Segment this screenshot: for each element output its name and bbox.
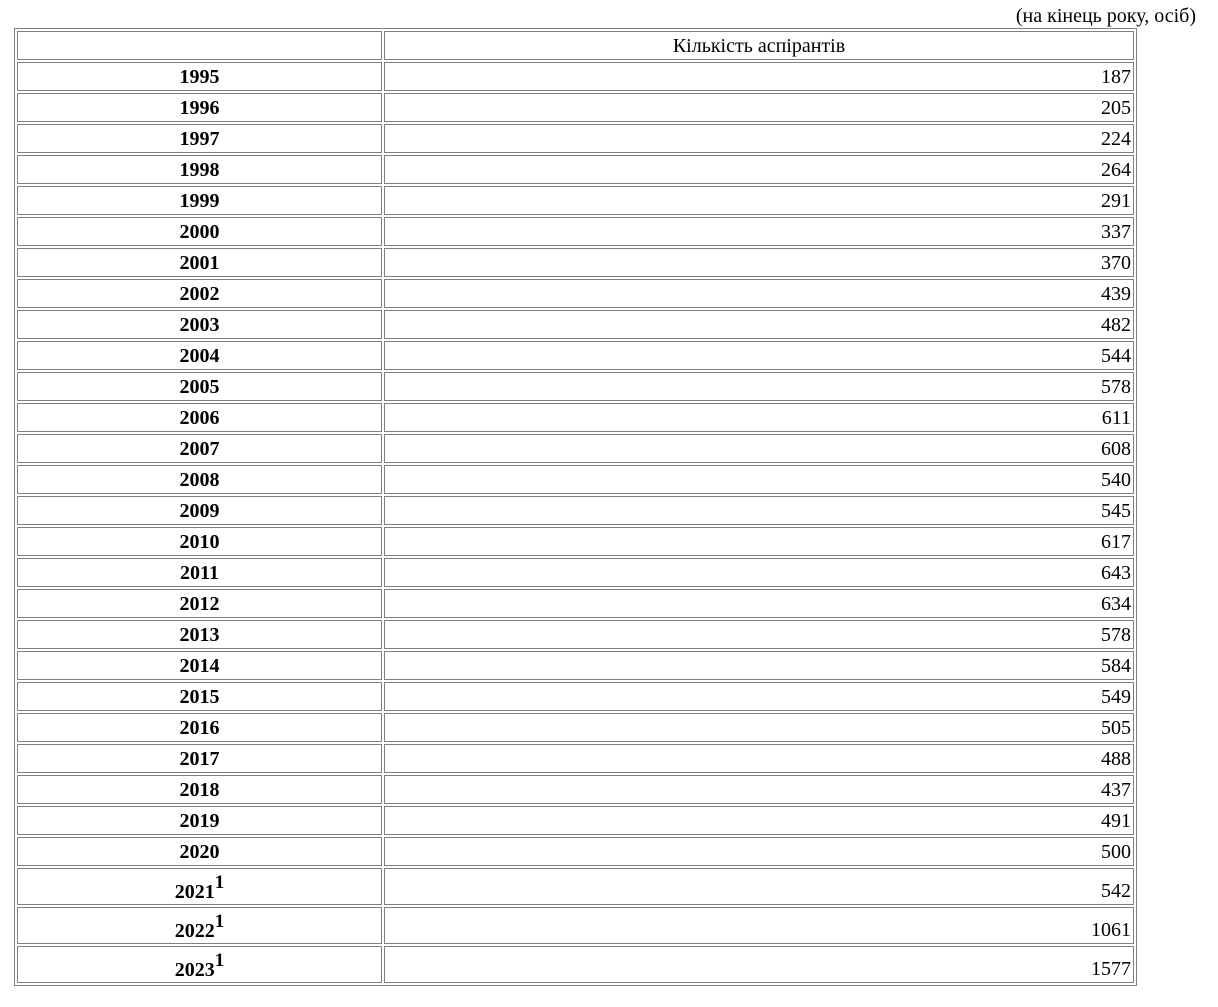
year-label: 2008 [179, 468, 220, 491]
year-cell [17, 496, 382, 525]
table-row [17, 155, 1134, 184]
postgraduates-table [14, 28, 1137, 986]
year-label: 2012 [179, 592, 220, 615]
table-row [17, 589, 1134, 618]
year-cell [17, 527, 382, 556]
year-label: 2017 [179, 747, 220, 770]
year-cell [17, 217, 382, 246]
year-cell [17, 279, 382, 308]
footnote-marker: 1 [214, 871, 225, 893]
table-row [17, 837, 1134, 866]
year-label: 2005 [179, 375, 220, 398]
table-row [17, 310, 1134, 339]
postgraduates-count-cell: 549 [384, 682, 1134, 711]
postgraduates-count-cell: 224 [384, 124, 1134, 153]
table-row [17, 527, 1134, 556]
table-row [17, 434, 1134, 463]
table-body [17, 31, 1134, 983]
year-label: 2014 [179, 654, 220, 677]
year-cell [17, 465, 382, 494]
table-row [17, 217, 1134, 246]
table-row [17, 93, 1134, 122]
year-cell [17, 713, 382, 742]
footnote-marker: 1 [214, 910, 225, 932]
year-cell [17, 155, 382, 184]
year-cell [17, 946, 382, 983]
year-label: 1996 [179, 96, 220, 119]
postgraduates-count-cell: 205 [384, 93, 1134, 122]
postgraduates-count-cell: 187 [384, 62, 1134, 91]
table-row [17, 651, 1134, 680]
year-label: 2001 [179, 251, 220, 274]
table-row [17, 465, 1134, 494]
postgraduates-count-cell: 291 [384, 186, 1134, 215]
year-cell [17, 186, 382, 215]
year-cell [17, 620, 382, 649]
postgraduates-count-cell: 578 [384, 372, 1134, 401]
year-label: 2007 [179, 437, 220, 460]
year-label: 2013 [179, 623, 220, 646]
table-row [17, 868, 1134, 905]
postgraduates-count-cell: 1061 [384, 907, 1134, 944]
table-row [17, 279, 1134, 308]
table-row [17, 907, 1134, 944]
postgraduates-count-cell: 611 [384, 403, 1134, 432]
year-label: 2022 [174, 920, 215, 942]
table-row [17, 713, 1134, 742]
year-label: 2016 [179, 716, 220, 739]
postgraduates-count-cell: 540 [384, 465, 1134, 494]
year-label: 2019 [179, 809, 220, 832]
year-cell [17, 589, 382, 618]
postgraduates-count-cell: 500 [384, 837, 1134, 866]
year-cell [17, 124, 382, 153]
year-cell [17, 868, 382, 905]
year-cell [17, 403, 382, 432]
table-header-row [17, 31, 1134, 60]
postgraduates-count-cell: 437 [384, 775, 1134, 804]
table-row [17, 62, 1134, 91]
year-cell [17, 907, 382, 944]
year-label: 2003 [179, 313, 220, 336]
header-cell-postgraduates-count: Кількість аспірантів [384, 31, 1134, 60]
year-label: 2004 [179, 344, 220, 367]
postgraduates-count-cell: 643 [384, 558, 1134, 587]
postgraduates-count-cell: 542 [384, 868, 1134, 905]
year-label: 1997 [179, 127, 220, 150]
year-cell [17, 341, 382, 370]
table-row [17, 186, 1134, 215]
postgraduates-count-cell: 617 [384, 527, 1134, 556]
table-row [17, 682, 1134, 711]
table-row [17, 620, 1134, 649]
table-row [17, 124, 1134, 153]
postgraduates-count-cell: 584 [384, 651, 1134, 680]
year-label: 2023 [174, 959, 215, 981]
year-label: 1995 [179, 65, 220, 88]
table-row [17, 806, 1134, 835]
postgraduates-count-cell: 634 [384, 589, 1134, 618]
postgraduates-count-cell: 482 [384, 310, 1134, 339]
table-row [17, 248, 1134, 277]
table-row [17, 946, 1134, 983]
postgraduates-count-cell: 337 [384, 217, 1134, 246]
postgraduates-count-cell: 545 [384, 496, 1134, 525]
table-row [17, 775, 1134, 804]
postgraduates-count-cell: 544 [384, 341, 1134, 370]
year-cell [17, 310, 382, 339]
year-cell [17, 248, 382, 277]
postgraduates-count-cell: 578 [384, 620, 1134, 649]
year-cell [17, 682, 382, 711]
header-cell-empty [17, 31, 382, 60]
table-row [17, 496, 1134, 525]
table-row [17, 403, 1134, 432]
postgraduates-count-cell: 491 [384, 806, 1134, 835]
postgraduates-count-cell: 264 [384, 155, 1134, 184]
postgraduates-count-cell: 488 [384, 744, 1134, 773]
year-cell [17, 651, 382, 680]
year-label: 2015 [179, 685, 220, 708]
year-cell [17, 744, 382, 773]
year-cell [17, 806, 382, 835]
year-label: 2011 [180, 561, 219, 584]
year-cell [17, 775, 382, 804]
year-label: 2020 [179, 840, 220, 863]
year-label: 2018 [179, 778, 220, 801]
footnote-marker: 1 [214, 949, 225, 971]
table-row [17, 744, 1134, 773]
postgraduates-count-cell: 608 [384, 434, 1134, 463]
postgraduates-count-cell: 439 [384, 279, 1134, 308]
year-cell [17, 372, 382, 401]
postgraduates-count-cell: 1577 [384, 946, 1134, 983]
year-label: 2000 [179, 220, 220, 243]
year-cell [17, 62, 382, 91]
year-cell [17, 837, 382, 866]
year-label: 1998 [179, 158, 220, 181]
year-label: 2002 [179, 282, 220, 305]
year-label: 2009 [179, 499, 220, 522]
year-cell [17, 434, 382, 463]
table-row [17, 341, 1134, 370]
table-row [17, 372, 1134, 401]
year-label: 2010 [179, 530, 220, 553]
year-label: 1999 [179, 189, 220, 212]
postgraduates-count-cell: 370 [384, 248, 1134, 277]
table-row [17, 558, 1134, 587]
year-label: 2006 [179, 406, 220, 429]
year-cell [17, 558, 382, 587]
year-label: 2021 [174, 881, 215, 903]
year-cell [17, 93, 382, 122]
postgraduates-count-cell: 505 [384, 713, 1134, 742]
unit-note: (на кінець року, осіб) [1015, 5, 1196, 27]
